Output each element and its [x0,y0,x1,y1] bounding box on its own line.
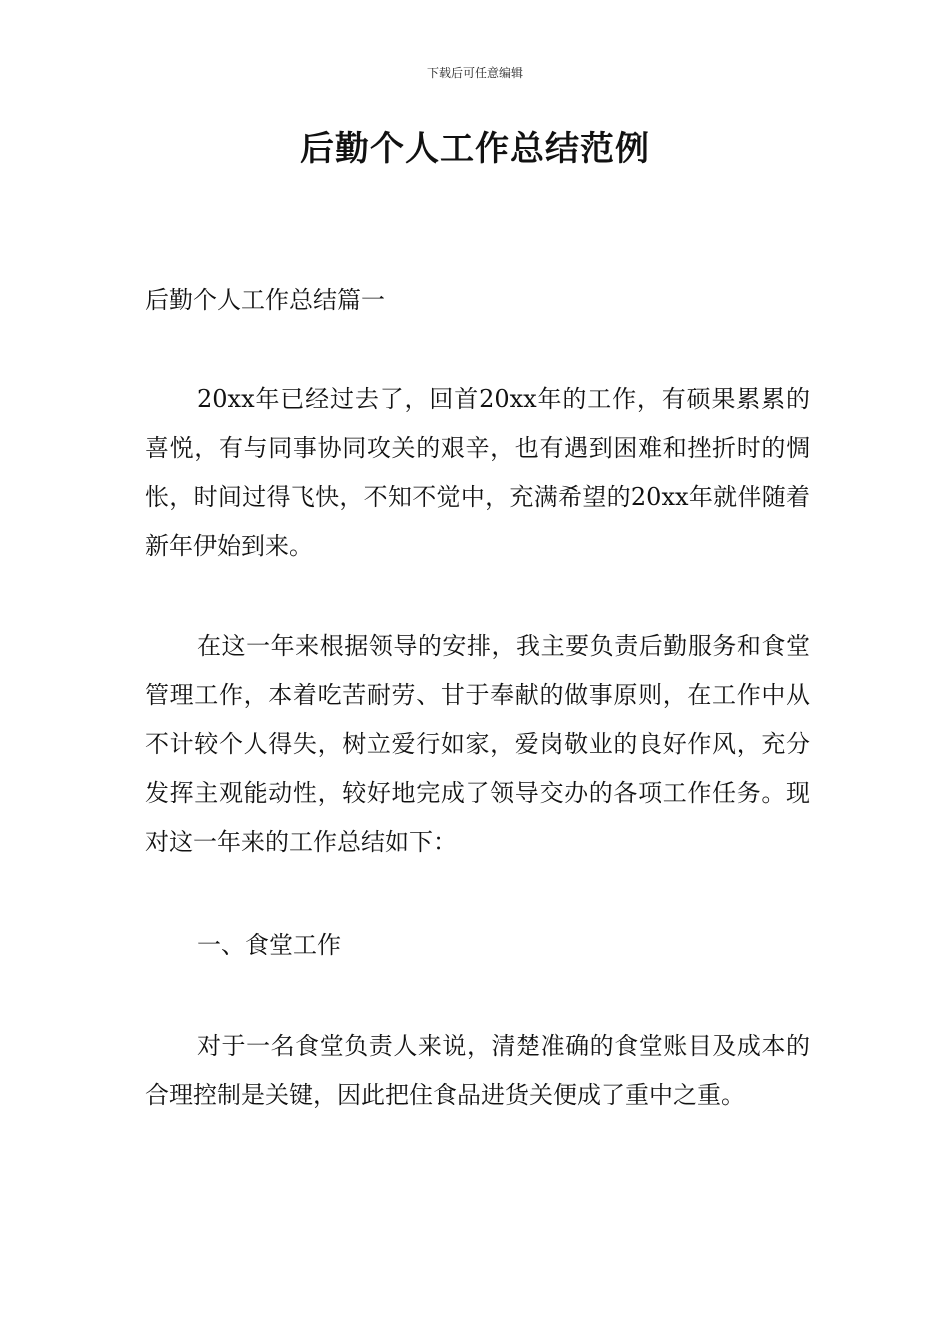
section-heading: 后勤个人工作总结篇一 [145,286,385,314]
paragraph-duties: 在这一年来根据领导的安排，我主要负责后勤服务和食堂管理工作，本着吃苦耐劳、甘于奉献的做事原则，在工作中从不计较个人得失，树立爱行如家，爱岗敬业的良好作风，充分发挥主观能动性，较好地完成了领导交办的各项工作任务。现对这一年来的工作总结如下： [145,632,810,856]
subheading-canteen: 一、食堂工作 [197,931,341,959]
document-title: 后勤个人工作总结范例 [300,129,650,169]
header-note: 下载后可任意编辑 [426,66,523,80]
paragraph-intro: 20xx年已经过去了，回首20xx年的工作，有硕果累累的喜悦，有与同事协同攻关的艰辛，也有遇到困难和挫折时的惆怅，时间过得飞快，不知不觉中，充满希望的20xx年就伴随着新年伊始到来。 [145,385,810,560]
paragraph-canteen: 对于一名食堂负责人来说，清楚准确的食堂账目及成本的合理控制是关键，因此把住食品进货关便成了重中之重。 [145,1032,810,1109]
